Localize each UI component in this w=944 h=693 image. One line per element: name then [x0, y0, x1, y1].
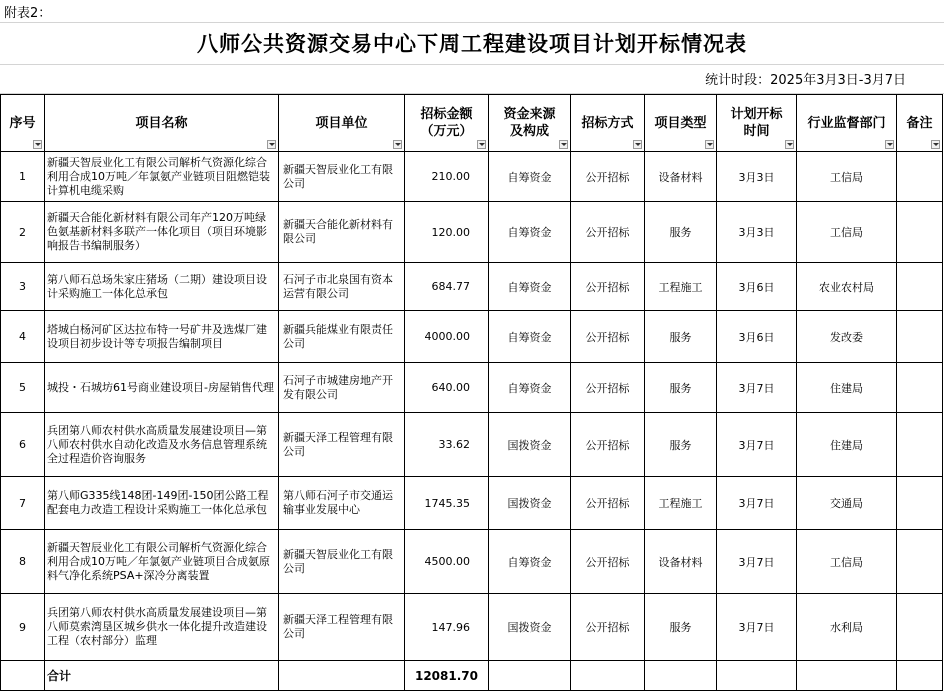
bid-amount: 4500.00: [405, 530, 489, 594]
remark: [897, 363, 943, 413]
bid-amount: 147.96: [405, 594, 489, 661]
filter-dropdown-icon[interactable]: [33, 140, 42, 149]
total-empty-cell: [645, 661, 717, 691]
bid-date: 3月7日: [717, 413, 797, 477]
header-fund: 资金来源及构成: [489, 95, 571, 152]
row-no: 5: [1, 363, 45, 413]
project-unit: 新疆天合能化新材料有限公司: [279, 202, 405, 263]
remark: [897, 202, 943, 263]
project-unit: 石河子市北泉国有资本运营有限公司: [279, 263, 405, 311]
supervising-dept: 住建局: [797, 363, 897, 413]
table-row: [1, 202, 943, 263]
table-row: [1, 152, 943, 202]
fund-source: 国拨资金: [489, 594, 571, 661]
table-row: [1, 263, 943, 311]
project-type: 设备材料: [645, 152, 717, 202]
filter-dropdown-icon[interactable]: [785, 140, 794, 149]
total-empty-cell: [797, 661, 897, 691]
project-unit: 石河子市城建房地产开发有限公司: [279, 363, 405, 413]
project-name: 塔城白杨河矿区达拉布特一号矿井及选煤厂建设项目初步设计等专项报告编制项目: [45, 311, 279, 363]
row-no: 1: [1, 152, 45, 202]
project-type: 设备材料: [645, 530, 717, 594]
bid-date: 3月3日: [717, 152, 797, 202]
supervising-dept: 工信局: [797, 202, 897, 263]
total-empty-cell: [717, 661, 797, 691]
remark: [897, 152, 943, 202]
total-amount: 12081.70: [405, 661, 489, 691]
project-type: 工程施工: [645, 263, 717, 311]
remark: [897, 530, 943, 594]
bid-date: 3月7日: [717, 530, 797, 594]
bid-plan-table: [0, 94, 943, 691]
bid-method: 公开招标: [571, 363, 645, 413]
fund-source: 自筹资金: [489, 363, 571, 413]
supervising-dept: 水利局: [797, 594, 897, 661]
fund-source: 国拨资金: [489, 477, 571, 530]
header-method: 招标方式: [571, 95, 645, 152]
supervising-dept: 工信局: [797, 530, 897, 594]
bid-method: 公开招标: [571, 413, 645, 477]
row-no: 6: [1, 413, 45, 477]
table-row: [1, 530, 943, 594]
bid-date: 3月7日: [717, 363, 797, 413]
project-type: 工程施工: [645, 477, 717, 530]
bid-method: 公开招标: [571, 594, 645, 661]
remark: [897, 263, 943, 311]
total-row: [1, 661, 943, 691]
total-empty-cell: [489, 661, 571, 691]
bid-date: 3月7日: [717, 477, 797, 530]
table-row: [1, 477, 943, 530]
table-row: [1, 594, 943, 661]
filter-dropdown-icon[interactable]: [393, 140, 402, 149]
filter-dropdown-icon[interactable]: [885, 140, 894, 149]
supervising-dept: 发改委: [797, 311, 897, 363]
table-row: [1, 413, 943, 477]
project-name: 第八师石总场朱家庄猪场（二期）建设项目设计采购施工一体化总承包: [45, 263, 279, 311]
row-no: 9: [1, 594, 45, 661]
grid-line: [0, 0, 944, 23]
filter-dropdown-icon[interactable]: [267, 140, 276, 149]
project-unit: 新疆天智辰业化工有限公司: [279, 530, 405, 594]
header-dept: 行业监督部门: [797, 95, 897, 152]
project-unit: 新疆天泽工程管理有限公司: [279, 413, 405, 477]
project-name: 城投・石城坊61号商业建设项目-房屋销售代理: [45, 363, 279, 413]
project-name: 新疆天合能化新材料有限公司年产120万吨绿色氨基新材料多联产一体化项目（项目环境影响报告书编制服务）: [45, 202, 279, 263]
total-label: 合计: [45, 661, 279, 691]
project-unit: 第八师石河子市交通运输事业发展中心: [279, 477, 405, 530]
project-type: 服务: [645, 363, 717, 413]
remark: [897, 594, 943, 661]
bid-method: 公开招标: [571, 152, 645, 202]
fund-source: 自筹资金: [489, 311, 571, 363]
bid-method: 公开招标: [571, 202, 645, 263]
remark: [897, 311, 943, 363]
row-no: 8: [1, 530, 45, 594]
statistics-period: 统计时段：2025年3月3日-3月7日: [705, 73, 906, 88]
supervising-dept: 农业农村局: [797, 263, 897, 311]
project-unit: 新疆天智辰业化工有限公司: [279, 152, 405, 202]
header-name: 项目名称: [45, 95, 279, 152]
total-empty-cell: [897, 661, 943, 691]
bid-amount: 684.77: [405, 263, 489, 311]
project-unit: 新疆兵能煤业有限责任公司: [279, 311, 405, 363]
table-row: [1, 363, 943, 413]
bid-date: 3月7日: [717, 594, 797, 661]
project-name: 兵团第八师农村供水高质量发展建设项目—第八师莫索湾垦区城乡供水一体化提升改造建设工程（农村部分）监理: [45, 594, 279, 661]
project-name: 新疆天智辰业化工有限公司解析气资源化综合利用合成10万吨／年氯氨产业链项目合成氨原料气净化系统PSA+深冷分离装置: [45, 530, 279, 594]
supervising-dept: 工信局: [797, 152, 897, 202]
project-type: 服务: [645, 202, 717, 263]
header-row: [1, 95, 943, 152]
header-date: 计划开标时间: [717, 95, 797, 152]
bid-amount: 210.00: [405, 152, 489, 202]
header-no: 序号: [1, 95, 45, 152]
project-name: 新疆天智辰业化工有限公司解析气资源化综合利用合成10万吨／年氯氨产业链项目阻燃铠装计算机电缆采购: [45, 152, 279, 202]
bid-amount: 4000.00: [405, 311, 489, 363]
fund-source: 自筹资金: [489, 202, 571, 263]
project-name: 兵团第八师农村供水高质量发展建设项目—第八师农村供水自动化改造及水务信息管理系统全过程造价咨询服务: [45, 413, 279, 477]
bid-amount: 120.00: [405, 202, 489, 263]
bid-method: 公开招标: [571, 311, 645, 363]
project-type: 服务: [645, 311, 717, 363]
filter-dropdown-icon[interactable]: [559, 140, 568, 149]
bid-amount: 33.62: [405, 413, 489, 477]
row-no: 2: [1, 202, 45, 263]
filter-dropdown-icon[interactable]: [633, 140, 642, 149]
remark: [897, 413, 943, 477]
bid-amount: 1745.35: [405, 477, 489, 530]
project-type: 服务: [645, 594, 717, 661]
total-empty-cell: [279, 661, 405, 691]
bid-date: 3月6日: [717, 311, 797, 363]
total-empty-cell: [1, 661, 45, 691]
total-empty-cell: [571, 661, 645, 691]
bid-method: 公开招标: [571, 530, 645, 594]
header-type: 项目类型: [645, 95, 717, 152]
supervising-dept: 交通局: [797, 477, 897, 530]
filter-dropdown-icon[interactable]: [705, 140, 714, 149]
bid-amount: 640.00: [405, 363, 489, 413]
appendix-note: 附表2：: [4, 6, 52, 21]
bid-method: 公开招标: [571, 477, 645, 530]
header-amount: 招标金额（万元）: [405, 95, 489, 152]
bid-method: 公开招标: [571, 263, 645, 311]
fund-source: 国拨资金: [489, 413, 571, 477]
filter-dropdown-icon[interactable]: [931, 140, 940, 149]
header-remark: 备注: [897, 95, 943, 152]
project-unit: 新疆天泽工程管理有限公司: [279, 594, 405, 661]
header-unit: 项目单位: [279, 95, 405, 152]
fund-source: 自筹资金: [489, 530, 571, 594]
supervising-dept: 住建局: [797, 413, 897, 477]
table-row: [1, 311, 943, 363]
page-title: 八师公共资源交易中心下周工程建设项目计划开标情况表: [197, 31, 747, 56]
project-name: 第八师G335线148团-149团-150团公路工程配套电力改造工程设计采购施工一体化总承包: [45, 477, 279, 530]
filter-dropdown-icon[interactable]: [477, 140, 486, 149]
row-no: 4: [1, 311, 45, 363]
bid-date: 3月6日: [717, 263, 797, 311]
fund-source: 自筹资金: [489, 152, 571, 202]
project-type: 服务: [645, 413, 717, 477]
row-no: 7: [1, 477, 45, 530]
row-no: 3: [1, 263, 45, 311]
remark: [897, 477, 943, 530]
bid-date: 3月3日: [717, 202, 797, 263]
fund-source: 自筹资金: [489, 263, 571, 311]
